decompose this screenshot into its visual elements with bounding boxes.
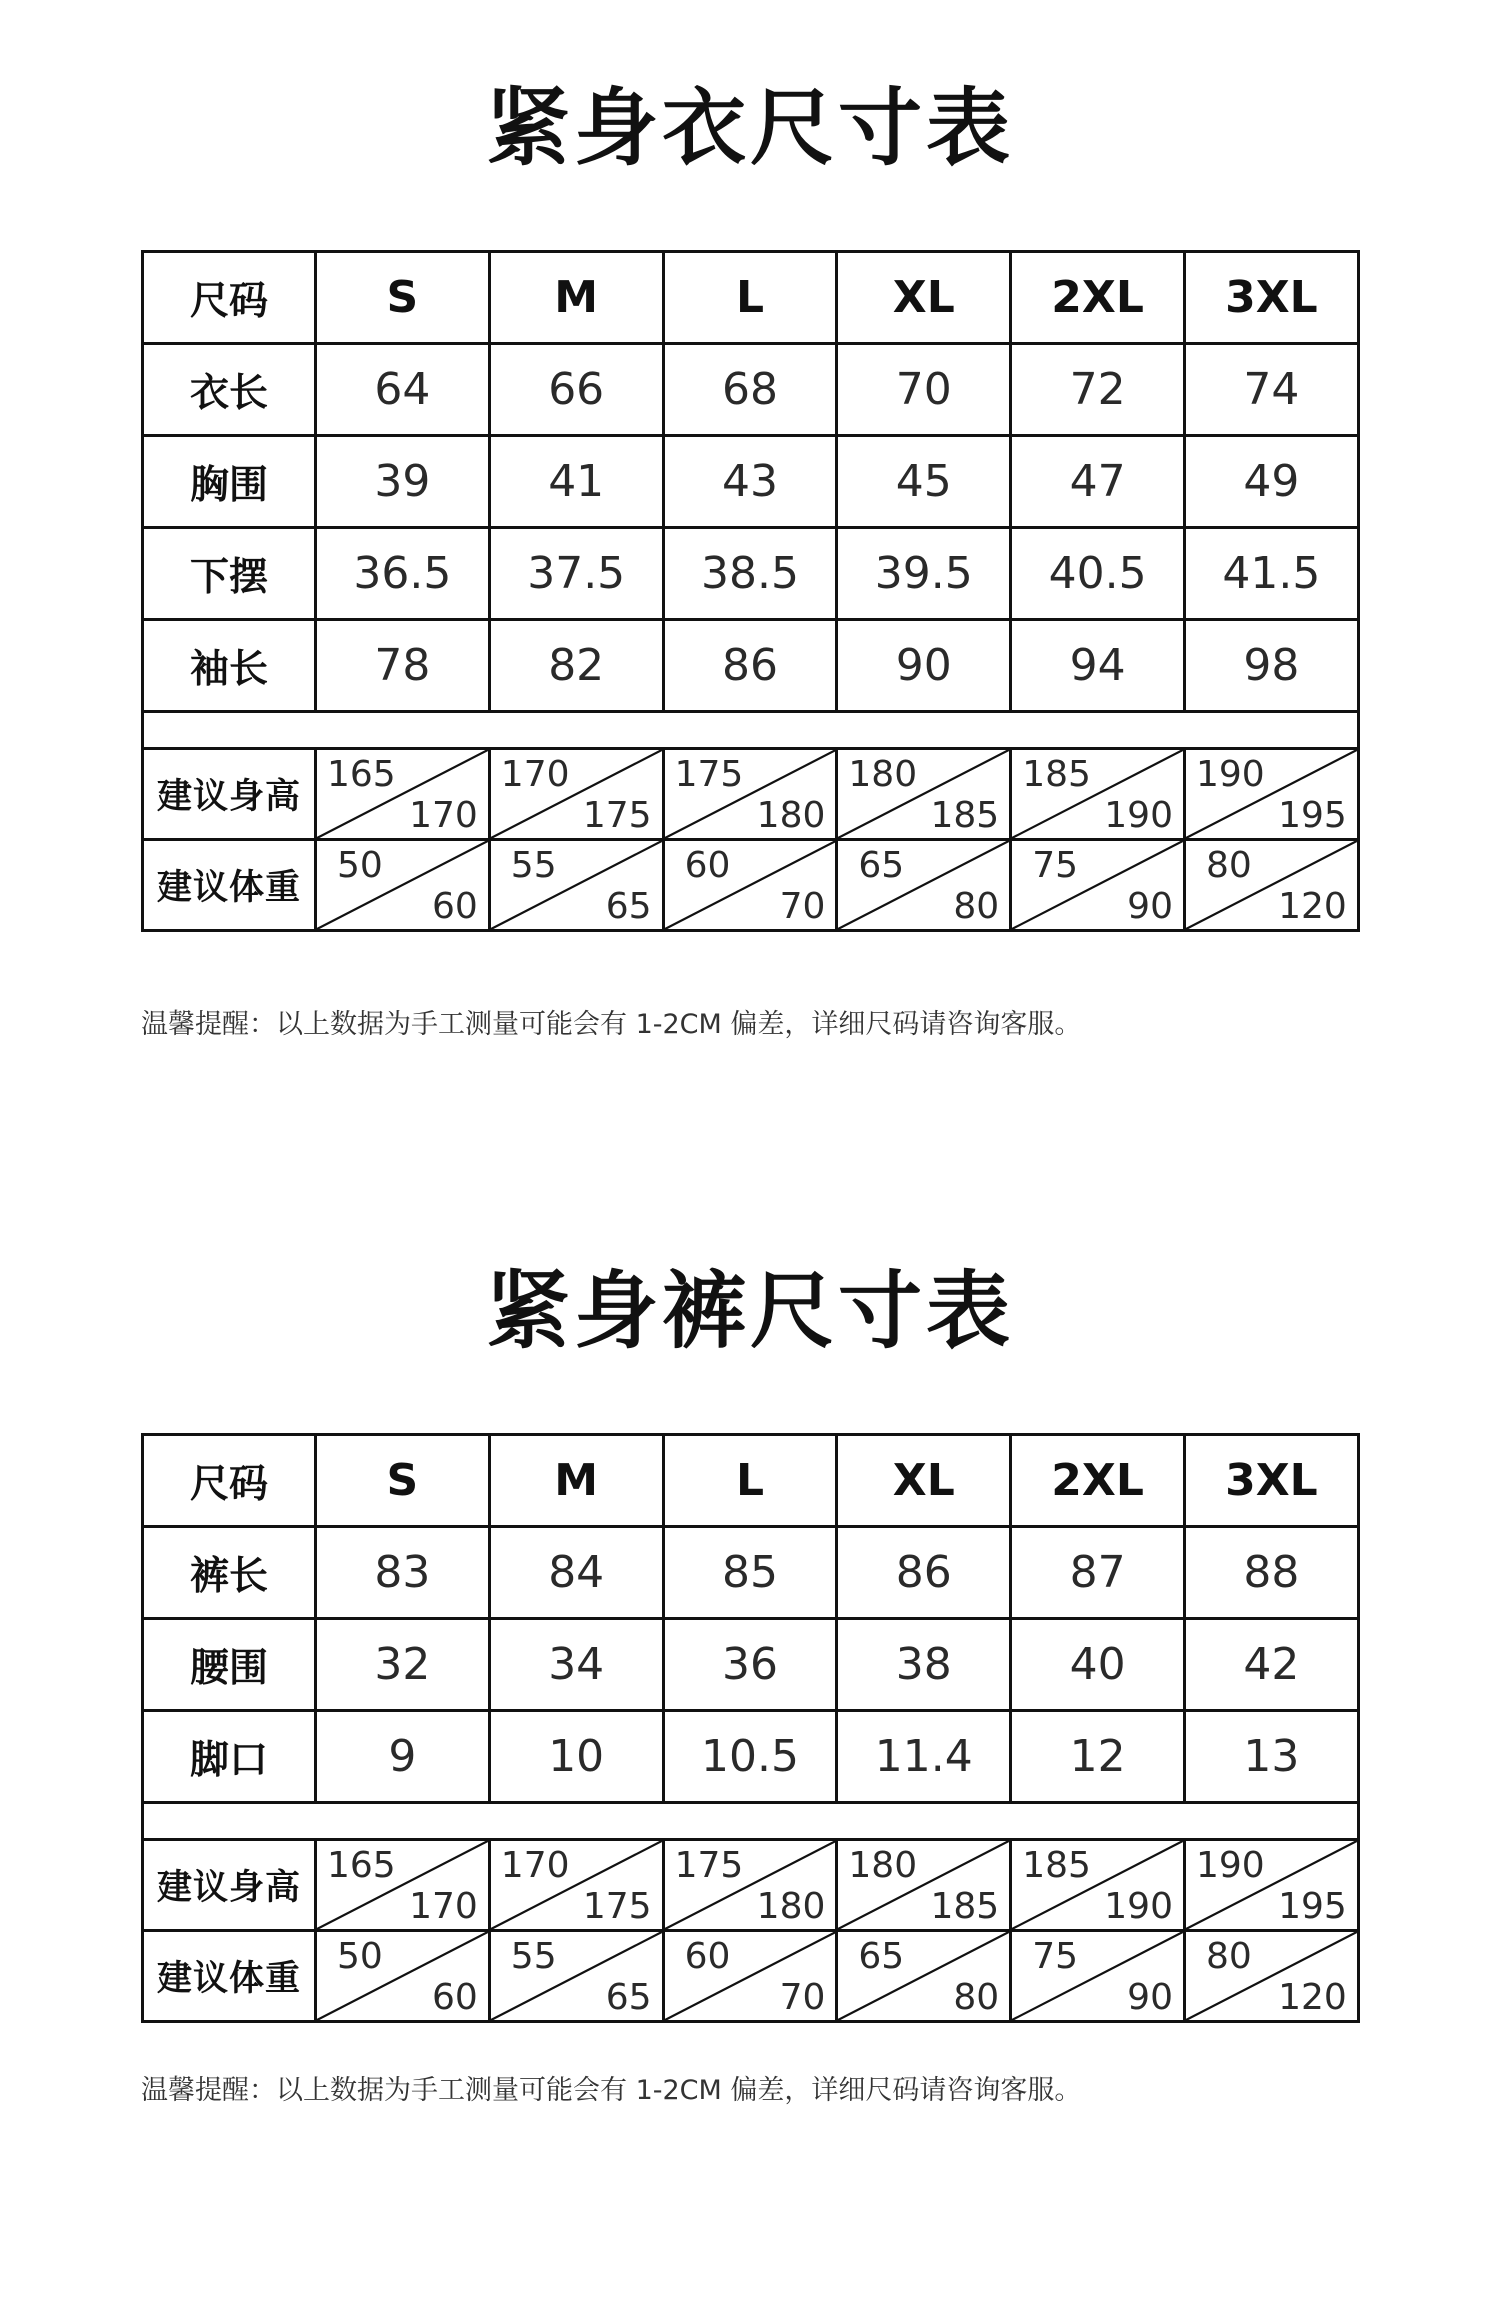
height-min: 170 [500, 1845, 570, 1886]
size-header-cell: 3XL [1184, 1435, 1358, 1527]
recommended-height-label: 建议身高 [143, 749, 316, 840]
table-cell: 90 [837, 620, 1011, 712]
table-cell: 66 [489, 344, 663, 436]
weight-min: 55 [510, 845, 557, 886]
table-cell: 12 [1011, 1711, 1185, 1803]
weight-max: 60 [431, 1977, 478, 2018]
height-min: 180 [848, 1845, 918, 1886]
size-header-cell: 2XL [1011, 252, 1185, 344]
height-max: 180 [756, 1886, 826, 1927]
weight-max: 80 [953, 1977, 1000, 2018]
weight-max: 120 [1278, 886, 1347, 927]
row-label: 脚口 [143, 1711, 316, 1803]
table-cell: 41 [489, 436, 663, 528]
weight-max: 90 [1127, 1977, 1173, 2018]
height-range-cell [1011, 1840, 1185, 1931]
table-row [143, 620, 1359, 712]
weight-min: 55 [510, 1936, 557, 1977]
height-range-cell [663, 749, 837, 840]
size-header-cell: M [489, 1435, 663, 1527]
height-range-cell [837, 1840, 1011, 1931]
table-cell: 72 [1011, 344, 1185, 436]
recommended-height-row [143, 1840, 1359, 1931]
weight-max: 70 [779, 1977, 826, 2018]
table-cell: 37.5 [489, 528, 663, 620]
table-cell: 43 [663, 436, 837, 528]
row-label: 下摆 [143, 528, 316, 620]
weight-max: 65 [605, 886, 652, 927]
weight-min: 75 [1032, 1936, 1078, 1977]
size-header-cell: S [316, 1435, 490, 1527]
weight-range-cell [837, 840, 1011, 931]
weight-max: 90 [1127, 886, 1173, 927]
recommended-weight-label: 建议体重 [143, 840, 316, 931]
weight-range-cell [316, 840, 490, 931]
table-cell: 88 [1184, 1527, 1358, 1619]
size-header-label: 尺码 [143, 1435, 316, 1527]
table-cell: 49 [1184, 436, 1358, 528]
height-range-cell [316, 749, 490, 840]
table-cell: 82 [489, 620, 663, 712]
weight-range-cell [1011, 1931, 1185, 2022]
table-row [143, 1711, 1359, 1803]
height-min: 165 [327, 754, 396, 795]
height-max: 190 [1104, 1886, 1173, 1927]
table-cell: 10.5 [663, 1711, 837, 1803]
table-cell: 45 [837, 436, 1011, 528]
weight-min: 65 [858, 1936, 905, 1977]
height-min: 185 [1022, 754, 1091, 795]
row-label: 胸围 [143, 436, 316, 528]
table-cell: 68 [663, 344, 837, 436]
table-cell: 10 [489, 1711, 663, 1803]
weight-min: 75 [1032, 845, 1078, 886]
weight-min: 80 [1205, 845, 1252, 886]
weight-min: 50 [337, 845, 383, 886]
height-range-cell [1184, 1840, 1358, 1931]
weight-range-cell [663, 840, 837, 931]
height-range-cell [1011, 749, 1185, 840]
table-row [143, 1619, 1359, 1711]
row-label: 裤长 [143, 1527, 316, 1619]
height-range-cell [1184, 749, 1358, 840]
weight-range-cell [1011, 840, 1185, 931]
weight-min: 50 [337, 1936, 383, 1977]
weight-max: 80 [953, 886, 1000, 927]
size-header-cell: M [489, 252, 663, 344]
height-min: 170 [500, 754, 570, 795]
weight-max: 70 [779, 886, 826, 927]
weight-max: 60 [431, 886, 478, 927]
table-cell: 38 [837, 1619, 1011, 1711]
table-cell: 83 [316, 1527, 490, 1619]
height-min: 185 [1022, 1845, 1091, 1886]
table-cell: 74 [1184, 344, 1358, 436]
weight-range-cell [663, 1931, 837, 2022]
table-cell: 41.5 [1184, 528, 1358, 620]
height-max: 170 [409, 1886, 478, 1927]
weight-range-cell [489, 840, 663, 931]
table-row [143, 436, 1359, 528]
weight-max: 65 [605, 1977, 652, 2018]
height-min: 175 [674, 1845, 744, 1886]
pants-size-chart-title: 紧身裤尺寸表 [485, 1262, 1014, 1360]
height-min: 180 [848, 754, 918, 795]
table-cell: 94 [1011, 620, 1185, 712]
height-min: 165 [327, 1845, 396, 1886]
weight-range-cell [489, 1931, 663, 2022]
table-row [143, 1527, 1359, 1619]
table-cell: 38.5 [663, 528, 837, 620]
table-cell: 47 [1011, 436, 1185, 528]
table-cell: 84 [489, 1527, 663, 1619]
row-label: 衣长 [143, 344, 316, 436]
table-cell: 64 [316, 344, 490, 436]
size-header-row [143, 1435, 1359, 1527]
weight-max: 120 [1278, 1977, 1347, 2018]
shirt-size-table [141, 250, 1360, 932]
size-header-cell: S [316, 252, 490, 344]
height-range-cell [316, 1840, 490, 1931]
table-cell: 36 [663, 1619, 837, 1711]
size-header-cell: L [663, 1435, 837, 1527]
table-cell: 34 [489, 1619, 663, 1711]
height-range-cell [489, 1840, 663, 1931]
height-max: 190 [1104, 795, 1173, 836]
table-cell: 11.4 [837, 1711, 1011, 1803]
height-range-cell [663, 1840, 837, 1931]
height-max: 180 [756, 795, 826, 836]
recommended-height-row [143, 749, 1359, 840]
table-cell: 40.5 [1011, 528, 1185, 620]
height-min: 175 [674, 754, 744, 795]
height-max: 170 [409, 795, 478, 836]
recommended-weight-row [143, 1931, 1359, 2022]
table-cell: 39 [316, 436, 490, 528]
recommended-weight-label: 建议体重 [143, 1931, 316, 2022]
height-range-cell [489, 749, 663, 840]
table-cell: 86 [837, 1527, 1011, 1619]
table-cell: 32 [316, 1619, 490, 1711]
shirt-size-chart-title: 紧身衣尺寸表 [485, 79, 1014, 177]
spacer-cell [143, 712, 1359, 749]
table-cell: 87 [1011, 1527, 1185, 1619]
size-header-cell: 3XL [1184, 252, 1358, 344]
weight-range-cell [316, 1931, 490, 2022]
row-label: 腰围 [143, 1619, 316, 1711]
weight-min: 80 [1205, 1936, 1252, 1977]
table-cell: 85 [663, 1527, 837, 1619]
height-range-cell [837, 749, 1011, 840]
height-max: 185 [930, 1886, 1000, 1927]
table-cell: 42 [1184, 1619, 1358, 1711]
table-cell: 39.5 [837, 528, 1011, 620]
size-header-cell: XL [837, 252, 1011, 344]
size-header-cell: L [663, 252, 837, 344]
weight-range-cell [1184, 840, 1358, 931]
table-cell: 13 [1184, 1711, 1358, 1803]
size-header-cell: XL [837, 1435, 1011, 1527]
height-max: 175 [582, 1886, 652, 1927]
height-max: 175 [582, 795, 652, 836]
table-cell: 98 [1184, 620, 1358, 712]
recommended-height-label: 建议身高 [143, 1840, 316, 1931]
recommended-weight-row [143, 840, 1359, 931]
table-cell: 86 [663, 620, 837, 712]
height-max: 195 [1278, 795, 1347, 836]
height-max: 185 [930, 795, 1000, 836]
table-cell: 36.5 [316, 528, 490, 620]
height-max: 195 [1278, 1886, 1347, 1927]
weight-range-cell [1184, 1931, 1358, 2022]
table-row [143, 344, 1359, 436]
row-label: 袖长 [143, 620, 316, 712]
height-min: 190 [1195, 1845, 1265, 1886]
measurement-note: 温馨提醒：以上数据为手工测量可能会有 1-2CM 偏差，详细尺码请咨询客服。 [141, 1009, 1082, 1040]
table-cell: 40 [1011, 1619, 1185, 1711]
weight-range-cell [837, 1931, 1011, 2022]
spacer-row [143, 1803, 1359, 1840]
spacer-cell [143, 1803, 1359, 1840]
weight-min: 60 [684, 1936, 731, 1977]
size-header-label: 尺码 [143, 252, 316, 344]
measurement-note: 温馨提醒：以上数据为手工测量可能会有 1-2CM 偏差，详细尺码请咨询客服。 [141, 2075, 1082, 2106]
size-header-cell: 2XL [1011, 1435, 1185, 1527]
weight-min: 60 [684, 845, 731, 886]
table-cell: 9 [316, 1711, 490, 1803]
weight-min: 65 [858, 845, 905, 886]
table-row [143, 528, 1359, 620]
size-header-row [143, 252, 1359, 344]
table-cell: 70 [837, 344, 1011, 436]
spacer-row [143, 712, 1359, 749]
pants-size-table [141, 1433, 1360, 2023]
table-cell: 78 [316, 620, 490, 712]
height-min: 190 [1195, 754, 1265, 795]
